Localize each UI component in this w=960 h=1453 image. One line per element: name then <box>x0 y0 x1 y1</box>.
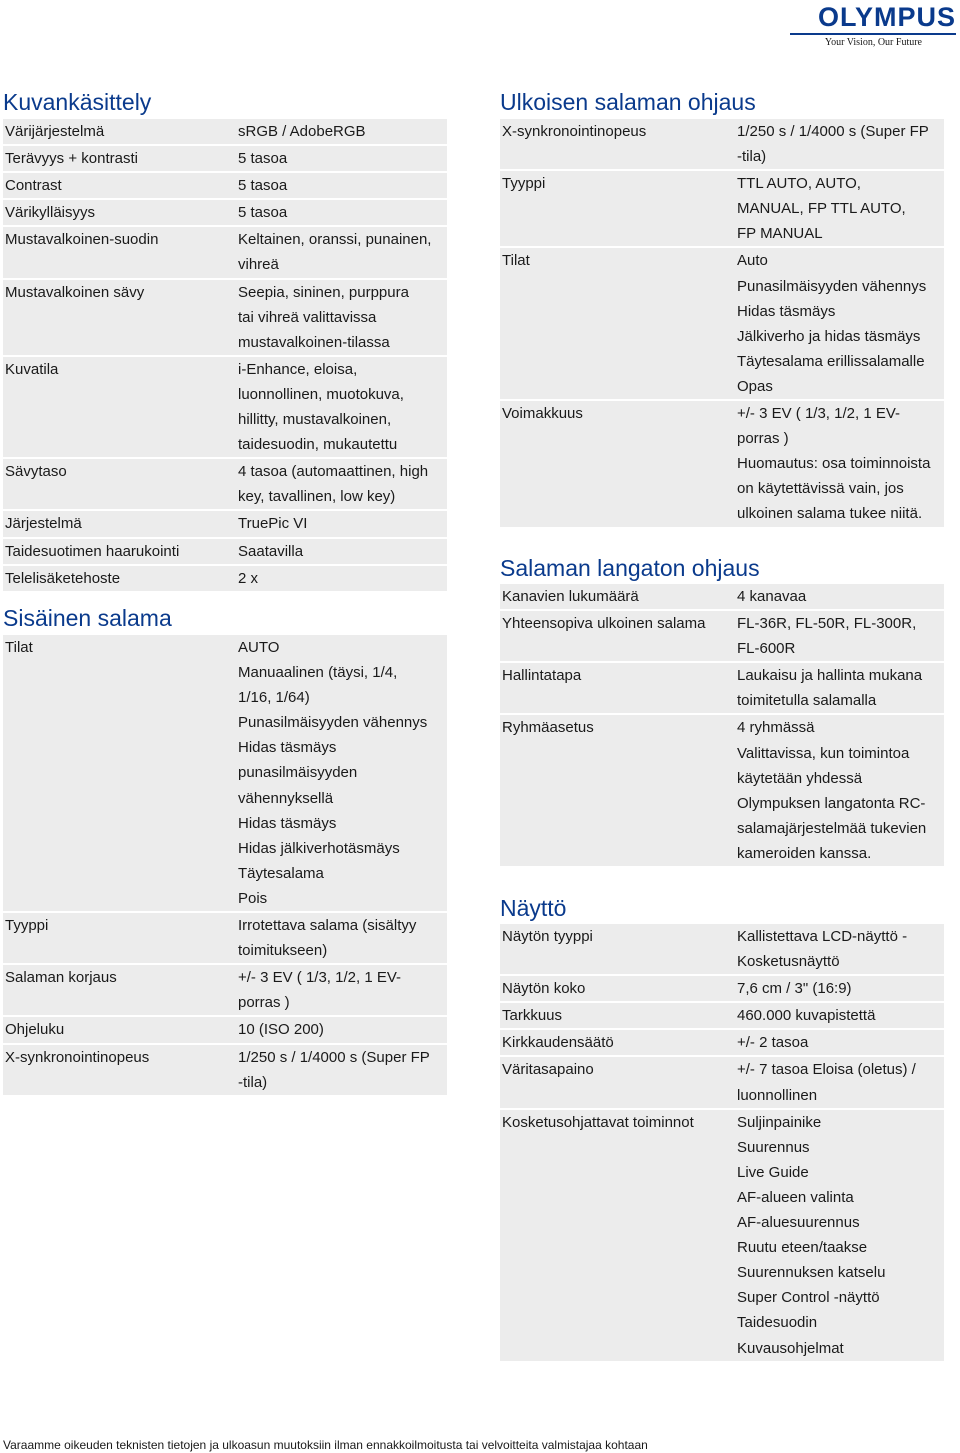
spec-row <box>500 1030 944 1057</box>
spec-value-line: AUTO <box>238 639 280 656</box>
spec-label: Tyyppi <box>5 917 49 935</box>
spec-value <box>236 357 447 457</box>
spec-row <box>3 1045 447 1097</box>
spec-value <box>236 566 447 591</box>
spec-row <box>500 663 944 715</box>
spec-value <box>236 200 447 225</box>
spec-label: Tilat <box>502 252 530 270</box>
spec-row <box>3 913 447 965</box>
section-title-naytto: Näyttö <box>500 895 567 921</box>
spec-row <box>500 976 944 1003</box>
spec-value-line: TruePic VI <box>238 515 308 533</box>
spec-label: Mustavalkoinen-suodin <box>5 231 159 249</box>
spec-label: Värijärjestelmä <box>5 123 105 140</box>
spec-value-line: taidesuodin, mukautettu <box>238 436 398 454</box>
spec-value-line: luonnollinen <box>737 1086 818 1104</box>
spec-row <box>3 280 447 357</box>
footer-disclaimer: Varaamme oikeuden teknisten tietojen ja ulkoasun muutoksiin ilman ennakkoilmoitusta tai velvoitteita valmistajaa kohtaan <box>3 1438 648 1452</box>
spec-value <box>735 584 944 609</box>
spec-value-line: +/- 2 tasoa <box>737 1034 809 1052</box>
spec-value-line: 460.000 kuvapistettä <box>737 1007 876 1025</box>
spec-label: Mustavalkoinen sävy <box>5 283 145 301</box>
spec-value-line: Keltainen, oranssi, punainen, <box>238 231 432 249</box>
spec-row <box>3 539 447 566</box>
spec-label: Telelisäketehoste <box>5 569 121 587</box>
brand-underline <box>790 33 956 35</box>
spec-value-line: FL-36R, FL-50R, FL-300R, <box>737 615 917 633</box>
spec-value <box>236 1045 447 1095</box>
spec-value-line: Auto <box>737 252 768 270</box>
spec-value-line: +/- 3 EV ( 1/3, 1/2, 1 EV- <box>238 969 402 987</box>
spec-label: Sävytaso <box>5 463 67 481</box>
spec-value-line: on käytettävissä vain, jos <box>737 480 904 498</box>
spec-value-line: toimitetulla salamalla <box>737 692 877 710</box>
spec-value-line: -tila) <box>737 148 767 166</box>
spec-value-line: i-Enhance, eloisa, <box>238 360 358 378</box>
spec-value-line: TTL AUTO, AUTO, <box>737 175 861 193</box>
spec-value <box>236 459 447 509</box>
spec-value-line: kameroiden kanssa. <box>737 844 872 862</box>
spec-value <box>735 611 944 661</box>
spec-value-line: sRGB / AdobeRGB <box>238 123 366 140</box>
spec-label: X-synkronointinopeus <box>5 1048 150 1066</box>
spec-label: Contrast <box>5 177 62 195</box>
spec-row <box>500 715 944 868</box>
spec-label: Salaman korjaus <box>5 969 117 987</box>
spec-value <box>236 1017 447 1042</box>
spec-value-line: 4 tasoa (automaattinen, high <box>238 463 429 481</box>
spec-value-line: +/- 7 tasoa Eloisa (oletus) / <box>737 1061 916 1079</box>
spec-value <box>236 965 447 1015</box>
spec-label: Terävyys + kontrasti <box>5 150 138 168</box>
spec-value <box>735 171 944 246</box>
spec-table-kuvankasittely <box>3 119 447 593</box>
spec-label: Hallintatapa <box>502 667 582 685</box>
spec-label: Ryhmäasetus <box>502 719 594 737</box>
spec-table-ulkoisen-salaman-ohjaus <box>500 119 944 529</box>
spec-value-line: 1/250 s / 1/4000 s (Super FP <box>238 1048 430 1066</box>
spec-row <box>500 1110 944 1363</box>
spec-value-line: Kallistettava LCD-näyttö - <box>737 928 908 945</box>
brand-wordmark: OLYMPUS <box>817 2 956 32</box>
spec-value-line: FP MANUAL <box>737 225 823 243</box>
spec-row <box>3 1017 447 1044</box>
spec-value <box>735 715 944 866</box>
spec-value-line: Suljinpainike <box>737 1113 822 1131</box>
spec-row <box>3 227 447 279</box>
spec-value <box>236 146 447 171</box>
spec-row <box>500 119 944 171</box>
spec-row <box>3 119 447 146</box>
spec-label: Tyyppi <box>502 175 546 193</box>
spec-value-line: salamajärjestelmää tukevien <box>737 819 927 837</box>
spec-value-line: 10 (ISO 200) <box>238 1021 324 1039</box>
spec-value-line: Täytesalama <box>238 864 324 882</box>
spec-label: Kirkkaudensäätö <box>502 1034 614 1052</box>
section-title-ulkoisen-salaman-ohjaus: Ulkoisen salaman ohjaus <box>500 89 756 115</box>
spec-value-line: toimitukseen) <box>238 942 328 960</box>
spec-value-line: Huomautus: osa toiminnoista <box>737 455 931 473</box>
spec-value-line: Super Control -näyttö <box>737 1289 880 1307</box>
spec-value <box>735 924 944 974</box>
brand-tagline: Your Vision, Our Future <box>824 37 922 48</box>
spec-label: Värikylläisyys <box>5 204 96 222</box>
section-title-sisainen-salama: Sisäinen salama <box>3 605 172 631</box>
spec-row <box>3 357 447 459</box>
spec-table-naytto <box>500 924 944 1363</box>
spec-label: Väritasapaino <box>502 1061 594 1079</box>
spec-label: Kuvatila <box>5 360 59 378</box>
spec-value-line: vähennyksellä <box>238 789 334 807</box>
spec-value-line: Opas <box>737 377 773 395</box>
spec-label: Taidesuotimen haarukointi <box>5 542 180 560</box>
spec-value <box>236 635 447 911</box>
spec-value-line: punasilmäisyyden <box>238 764 358 782</box>
spec-value-line: Kosketusnäyttö <box>737 953 840 971</box>
spec-value-line: 1/16, 1/64) <box>238 689 310 707</box>
spec-value-line: hillitty, mustavalkoinen, <box>238 411 392 429</box>
spec-label: Ohjeluku <box>5 1021 65 1039</box>
spec-label: Kosketusohjattavat toiminnot <box>502 1113 694 1131</box>
spec-row <box>3 635 447 913</box>
spec-row <box>500 248 944 401</box>
spec-value-line: FL-600R <box>737 640 796 658</box>
spec-table-sisainen-salama <box>3 635 447 1097</box>
spec-row <box>500 584 944 611</box>
spec-row <box>500 1057 944 1109</box>
spec-value <box>236 227 447 277</box>
spec-value <box>735 1057 944 1107</box>
spec-table-salaman-langaton-ohjaus <box>500 584 944 868</box>
spec-value-line: Seepia, sininen, purppura <box>238 283 409 301</box>
spec-row <box>3 459 447 511</box>
spec-row <box>500 401 944 528</box>
spec-value <box>236 173 447 198</box>
spec-value-line: Saatavilla <box>238 542 304 560</box>
spec-value-line: porras ) <box>238 994 290 1012</box>
spec-value-line: 5 tasoa <box>238 177 288 195</box>
spec-value-line: Pois <box>238 889 268 907</box>
spec-row <box>3 965 447 1017</box>
spec-value-line: Olympuksen langatonta RC- <box>737 794 926 812</box>
spec-value-line: mustavalkoinen-tilassa <box>238 333 390 351</box>
spec-value <box>236 539 447 564</box>
spec-value-line: Hidas täsmäys <box>737 302 836 320</box>
spec-value-line: Jälkiverho ja hidas täsmäys <box>737 327 921 345</box>
section-title-salaman-langaton-ohjaus: Salaman langaton ohjaus <box>500 555 760 581</box>
spec-row <box>3 511 447 538</box>
spec-value <box>236 119 447 144</box>
spec-value-line: Hidas täsmäys <box>238 739 337 757</box>
spec-value-line: Irrotettava salama (sisältyy <box>238 917 417 935</box>
spec-row <box>3 173 447 200</box>
spec-row <box>500 1003 944 1030</box>
spec-value-line: käytetään yhdessä <box>737 769 863 787</box>
spec-value <box>735 976 944 1001</box>
spec-value-line: AF-aluesuurennus <box>737 1214 860 1232</box>
spec-label: Kanavien lukumäärä <box>502 588 639 605</box>
spec-value <box>735 401 944 526</box>
spec-value-line: Punasilmäisyyden vähennys <box>238 714 428 732</box>
spec-value-line: Laukaisu ja hallinta mukana <box>737 667 923 685</box>
spec-label: Tilat <box>5 639 33 656</box>
spec-value <box>735 663 944 713</box>
spec-label: Yhteensopiva ulkoinen salama <box>502 615 706 633</box>
spec-value-line: 4 kanavaa <box>737 588 807 605</box>
spec-value-line: Punasilmäisyyden vähennys <box>737 277 927 295</box>
spec-value-line: vihreä <box>238 256 279 274</box>
spec-label: Tarkkuus <box>502 1007 563 1025</box>
spec-value-line: Hidas täsmäys <box>238 814 337 832</box>
spec-row <box>500 611 944 663</box>
spec-value <box>735 1003 944 1028</box>
spec-value-line: MANUAL, FP TTL AUTO, <box>737 200 906 218</box>
spec-value-line: Valittavissa, kun toimintoa <box>737 744 910 762</box>
spec-label: Näytön koko <box>502 980 586 998</box>
spec-value-line: key, tavallinen, low key) <box>238 488 396 506</box>
spec-value <box>236 511 447 536</box>
spec-value-line: Täytesalama erillissalamalle <box>737 352 925 370</box>
brand-logo <box>788 2 958 52</box>
spec-value-line: 7,6 cm / 3" (16:9) <box>737 980 852 998</box>
spec-row <box>3 200 447 227</box>
spec-value <box>236 913 447 963</box>
spec-value <box>735 1110 944 1361</box>
spec-value-line: 1/250 s / 1/4000 s (Super FP <box>737 123 929 140</box>
spec-value-line: Hidas jälkiverhotäsmäys <box>238 839 400 857</box>
spec-value-line: -tila) <box>238 1073 268 1091</box>
spec-label: Voimakkuus <box>502 405 583 423</box>
spec-row <box>500 171 944 248</box>
spec-value-line: Ruutu eteen/taakse <box>737 1239 868 1257</box>
spec-value <box>735 119 944 169</box>
spec-value-line: 2 x <box>238 569 259 587</box>
spec-value-line: ulkoinen salama tukee niitä. <box>737 505 923 523</box>
spec-value <box>236 280 447 355</box>
spec-value-line: Suurennus <box>737 1138 810 1156</box>
spec-value-line: Suurennuksen katselu <box>737 1264 886 1282</box>
spec-label: Järjestelmä <box>5 515 82 533</box>
spec-row <box>500 924 944 976</box>
spec-value-line: Live Guide <box>737 1163 809 1181</box>
spec-label: Näytön tyyppi <box>502 928 593 945</box>
spec-value-line: tai vihreä valittavissa <box>238 308 377 326</box>
spec-value <box>735 1030 944 1055</box>
spec-value-line: porras ) <box>737 430 789 448</box>
section-title-kuvankasittely: Kuvankäsittely <box>3 89 152 115</box>
spec-label: X-synkronointinopeus <box>502 123 647 140</box>
spec-value-line: Manuaalinen (täysi, 1/4, <box>238 664 398 682</box>
spec-row <box>3 146 447 173</box>
spec-value-line: +/- 3 EV ( 1/3, 1/2, 1 EV- <box>737 405 901 423</box>
spec-value-line: 5 tasoa <box>238 150 288 168</box>
spec-value-line: Taidesuodin <box>737 1314 818 1332</box>
spec-value <box>735 248 944 399</box>
spec-value-line: 4 ryhmässä <box>737 719 815 737</box>
spec-value-line: Kuvausohjelmat <box>737 1339 844 1357</box>
spec-value-line: AF-alueen valinta <box>737 1188 854 1206</box>
spec-value-line: luonnollinen, muotokuva, <box>238 385 404 403</box>
spec-value-line: 5 tasoa <box>238 204 288 222</box>
spec-row <box>3 566 447 593</box>
